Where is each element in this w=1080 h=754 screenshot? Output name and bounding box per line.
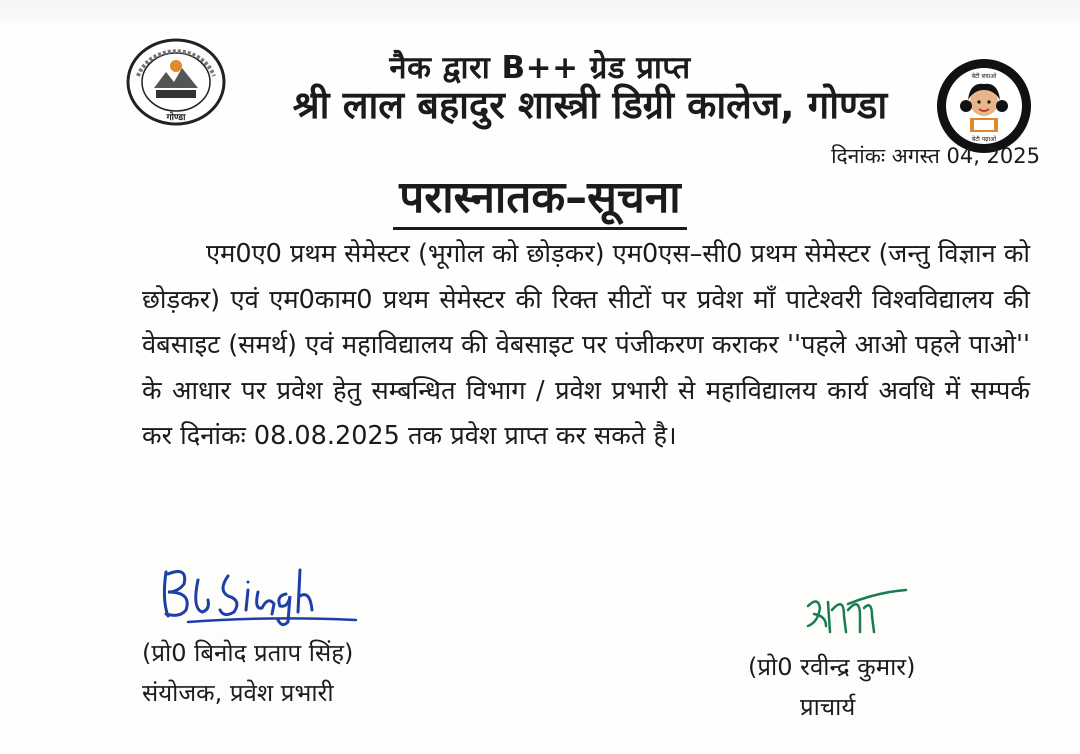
accreditation-line: नैक द्वारा B++ ग्रेड प्राप्त [389,50,691,86]
seal-bottom-text: गोण्डा [166,113,186,123]
left-signatory-name: (प्रो0 बिनोद प्रताप सिंह) [142,639,354,667]
notice-title-wrapper [0,165,1080,230]
right-signature [798,586,910,644]
right-signatory-role: प्राचार्य [800,693,856,721]
logo-bottom-text: बेटी पढ़ाओ [971,136,997,143]
notice-body [142,232,1030,460]
left-signature [158,560,368,632]
college-name: श्री लाल बहादुर शास्त्री डिग्री कालेज, गोण्डा [292,83,888,127]
notice-date: दिनांकः अगस्त 04, 2025 [831,144,1040,168]
logo-top-text: बेटी बचाओ [971,73,997,80]
notice-title: परास्नातक–सूचना [393,165,686,230]
right-signatory-name: (प्रो0 रवीन्द्र कुमार) [748,653,916,681]
notice-paragraph: एम0ए0 प्रथम सेमेस्टर (भूगोल को छोड़कर) एम0एस–सी0 प्रथम सेमेस्टर (जन्तु विज्ञान को छोड़कर) एवं एम0काम0 प्रथम सेमेस्टर की रिक्त सीटों पर प्रवेश माँ पाटेश्वरी विश्वविद्यालय की वेबसाइट (समर्थ) एवं महाविद्यालय की वेबसाइट पर पंजीकरण कराकर ''पहले आओ पहले पाओ'' के आधार पर प्रवेश हेतु सम्बन्धित विभाग / प्रवेश प्रभारी से महाविद्यालय कार्य अवधि में सम्पर्क कर दिनांकः 08.08.2025 तक प्रवेश प्राप्त कर सकते है। [142,239,1031,451]
left-signatory-role: संयोजक, प्रवेश प्रभारी [142,679,334,707]
